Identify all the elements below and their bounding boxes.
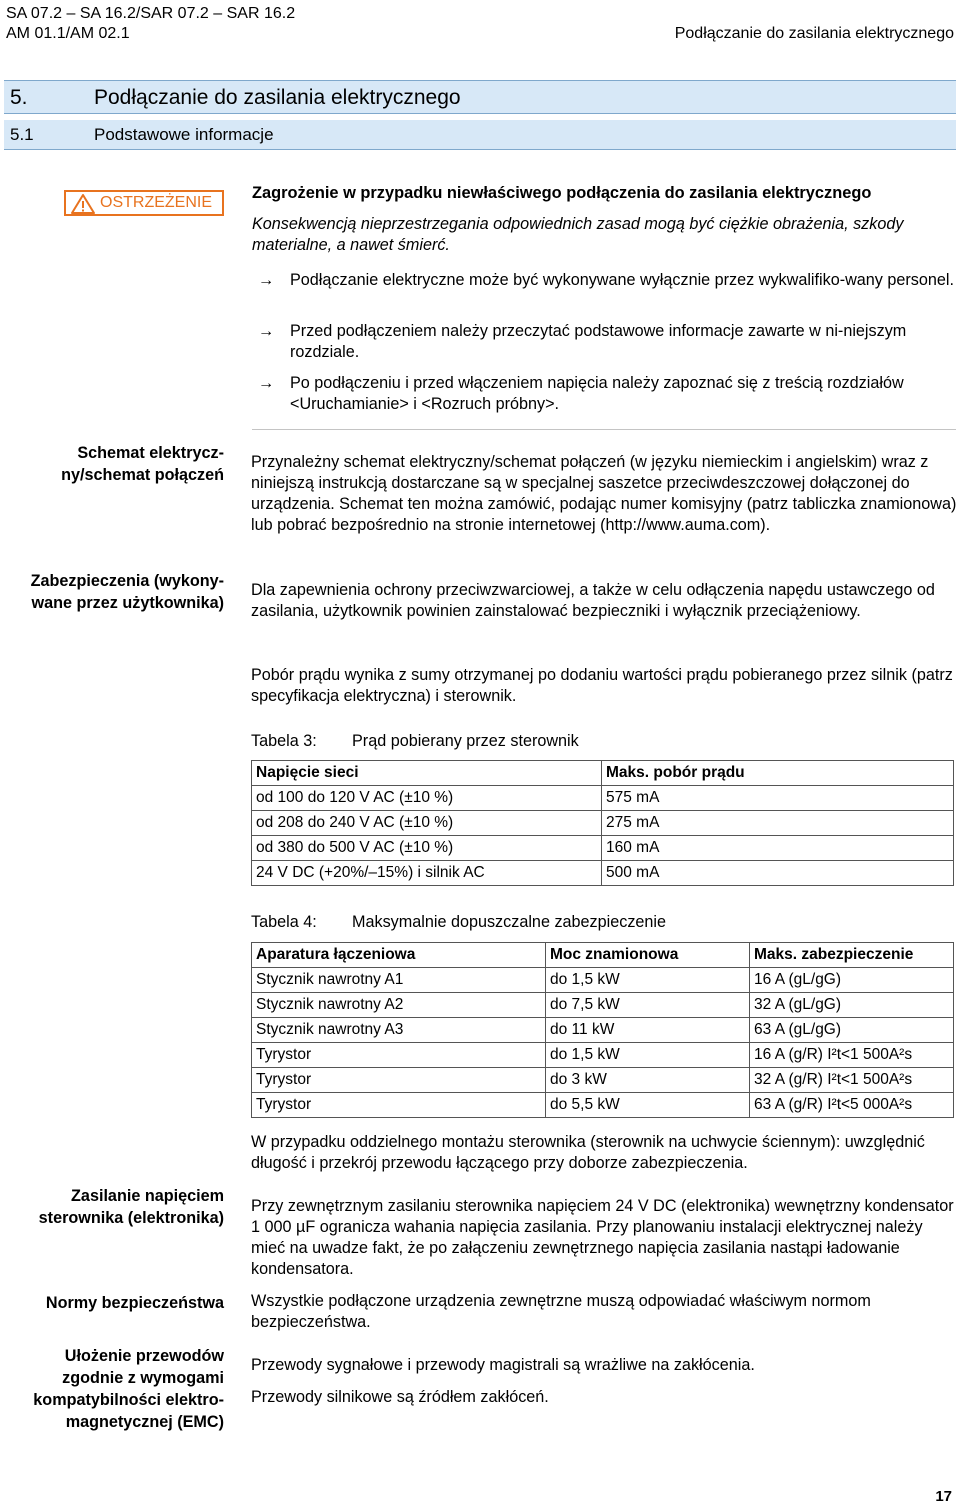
table-cell: 160 mA	[602, 836, 954, 861]
header-model-line1: SA 07.2 – SA 16.2/SAR 07.2 – SAR 16.2	[6, 5, 296, 22]
table3-label: Tabela 3:	[251, 732, 317, 750]
warning-triangle-icon	[70, 193, 96, 215]
paragraph-emc-signal: Przewody sygnałowe i przewody magistrali są wrażliwe na zakłócenia.	[251, 1356, 755, 1374]
table-header-cell: Maks. pobór prądu	[602, 761, 954, 786]
table-row	[252, 1093, 954, 1118]
header-model	[6, 4, 295, 44]
table-header-cell: Aparatura łączeniowa	[252, 943, 546, 968]
warning-label-box	[64, 190, 224, 216]
page-number: 17	[935, 1488, 952, 1505]
chapter-number: 5.	[10, 86, 28, 109]
arrow-right-icon: →	[258, 322, 275, 340]
table4-title: Maksymalnie dopuszczalne zabezpieczenie	[352, 913, 667, 931]
table3	[251, 760, 954, 886]
table-cell: Stycznik nawrotny A1	[252, 968, 546, 993]
table-row	[252, 1043, 954, 1068]
table-cell: do 7,5 kW	[546, 993, 750, 1018]
table-cell: 16 A (gL/gG)	[750, 968, 954, 993]
table-cell: do 5,5 kW	[546, 1093, 750, 1118]
table-cell: od 208 do 240 V AC (±10 %)	[252, 811, 602, 836]
table-row	[252, 786, 954, 811]
table-row	[252, 968, 954, 993]
table-row	[252, 1068, 954, 1093]
table-row	[252, 836, 954, 861]
table4	[251, 942, 954, 1118]
warning-bullet-text: Po podłączeniu i przed włączeniem napięcia należy zapoznać się z treścią rozdziałów <Uruchamianie> i <Rozruch próbny>.	[290, 374, 904, 413]
warning-bullet-text: Podłączanie elektryczne może być wykonywane wyłącznie przez wykwalifiko-wany personel.	[290, 271, 954, 289]
table4-label: Tabela 4:	[251, 913, 317, 931]
table-header-cell: Moc znamionowa	[546, 943, 750, 968]
table-cell: Tyrystor	[252, 1043, 546, 1068]
warning-separator	[252, 429, 956, 430]
table-cell: do 1,5 kW	[546, 968, 750, 993]
arrow-right-icon: →	[258, 374, 275, 392]
table3-title: Prąd pobierany przez sterownik	[352, 732, 579, 750]
table-cell: Stycznik nawrotny A3	[252, 1018, 546, 1043]
table-cell: Tyrystor	[252, 1093, 546, 1118]
table-cell: 32 A (gL/gG)	[750, 993, 954, 1018]
table-cell: do 3 kW	[546, 1068, 750, 1093]
table-cell: 63 A (g/R) I²t<5 000A²s	[750, 1093, 954, 1118]
section-title: Podstawowe informacje	[94, 125, 274, 144]
warning-title: Zagrożenie w przypadku niewłaściwego podłączenia do zasilania elektrycznego	[252, 184, 872, 202]
table-cell: Tyrystor	[252, 1068, 546, 1093]
paragraph-emc-motor: Przewody silnikowe są źródłem zakłóceń.	[251, 1388, 549, 1406]
paragraph-wall-mount: W przypadku oddzielnego montażu sterownika (sterownik na uchwycie ściennym): uwzględnić długość i przekrój przewodu łączącego przy doborze zabezpieczenia.	[251, 1133, 925, 1172]
paragraph-safety: Wszystkie podłączone urządzenia zewnętrzne muszą odpowiadać właściwym normom bezpieczeństwa.	[251, 1292, 871, 1331]
warning-consequence: Konsekwencją nieprzestrzegania odpowiednich zasad mogą być ciężkie obrażenia, szkody materialne, a nawet śmierć.	[252, 215, 904, 254]
chapter-title: Podłączanie do zasilania elektrycznego	[94, 86, 461, 109]
header-section-title: Podłączanie do zasilania elektrycznego	[674, 25, 954, 42]
paragraph-fuses: Dla zapewnienia ochrony przeciwzwarciowej, a także w celu odłączenia napędu ustawczego od zasilania, użytkownik powinien zainstalować bezpieczniki i wyłącznik przeciążeniowy.	[251, 581, 935, 620]
header-model-line2: AM 01.1/AM 02.1	[6, 25, 130, 42]
warning-label: OSTRZEŻENIE	[100, 194, 213, 211]
table-cell: 500 mA	[602, 861, 954, 886]
table-cell: 63 A (gL/gG)	[750, 1018, 954, 1043]
table-row	[252, 1018, 954, 1043]
table-header-row	[252, 761, 954, 786]
side-label-fuses: Zabezpieczenia (wykony-wane przez użytkownika)	[30, 572, 224, 612]
section-heading	[4, 120, 956, 150]
side-label-wiring: Schemat elektrycz-ny/schemat połączeń	[61, 444, 224, 484]
table-cell: od 100 do 120 V AC (±10 %)	[252, 786, 602, 811]
table-cell: 32 A (g/R) I²t<1 500A²s	[750, 1068, 954, 1093]
table-header-row	[252, 943, 954, 968]
warning-bullet	[252, 321, 957, 363]
side-label-emc: Ułożenie przewodów zgodnie z wymogami kompatybilności elektro-magnetycznej (EMC)	[33, 1347, 224, 1431]
side-label-supply: Zasilanie napięciem sterownika (elektronika)	[38, 1187, 224, 1227]
paragraph-current: Pobór prądu wynika z sumy otrzymanej po dodaniu wartości prądu pobieranego przez silnik (patrz specyfikacja elektryczna) i sterownik.	[251, 666, 953, 705]
table-cell: do 1,5 kW	[546, 1043, 750, 1068]
table-header-cell: Maks. zabezpieczenie	[750, 943, 954, 968]
chapter-heading	[4, 80, 956, 114]
table-cell: 275 mA	[602, 811, 954, 836]
table-cell: Stycznik nawrotny A2	[252, 993, 546, 1018]
warning-bullet-text: Przed podłączeniem należy przeczytać podstawowe informacje zawarte w ni-niejszym rozdziale.	[290, 322, 907, 361]
warning-bullet	[252, 373, 957, 415]
table-cell: 16 A (g/R) I²t<1 500A²s	[750, 1043, 954, 1068]
paragraph-supply: Przy zewnętrznym zasilaniu sterownika napięciem 24 V DC (elektronika) wewnętrzny kondensator 1 000 µF ogranicza wahania napięcia zasilania. Przy planowaniu instalacji elektrycznej należy mieć na uwadze fakt, że po załączeniu zewnętrznego napięcia zasilania nastąpi ładowanie kondensatora.	[251, 1197, 954, 1278]
table-cell: 575 mA	[602, 786, 954, 811]
table-row	[252, 993, 954, 1018]
table-cell: do 11 kW	[546, 1018, 750, 1043]
table-row	[252, 861, 954, 886]
table-cell: od 380 do 500 V AC (±10 %)	[252, 836, 602, 861]
table-header-cell: Napięcie sieci	[252, 761, 602, 786]
arrow-right-icon: →	[258, 271, 275, 289]
section-number: 5.1	[10, 125, 34, 144]
paragraph-wiring: Przynależny schemat elektryczny/schemat połączeń (w języku niemieckim i angielskim) wraz z niniejszą instrukcją dostarczane są w specjalnej saszetce przeciwdeszczowej dołączonej do urządzenia. Schemat ten można zamówić, podając numer komisyjny (patrz tabliczka znamionowa) lub pobrać bezpośrednio na stronie internetowej (http://www.auma.com).	[251, 453, 957, 534]
warning-bullet	[252, 270, 957, 291]
table-row	[252, 811, 954, 836]
side-label-safety: Normy bezpieczeństwa	[45, 1294, 224, 1312]
table-cell: 24 V DC (+20%/–15%) i silnik AC	[252, 861, 602, 886]
